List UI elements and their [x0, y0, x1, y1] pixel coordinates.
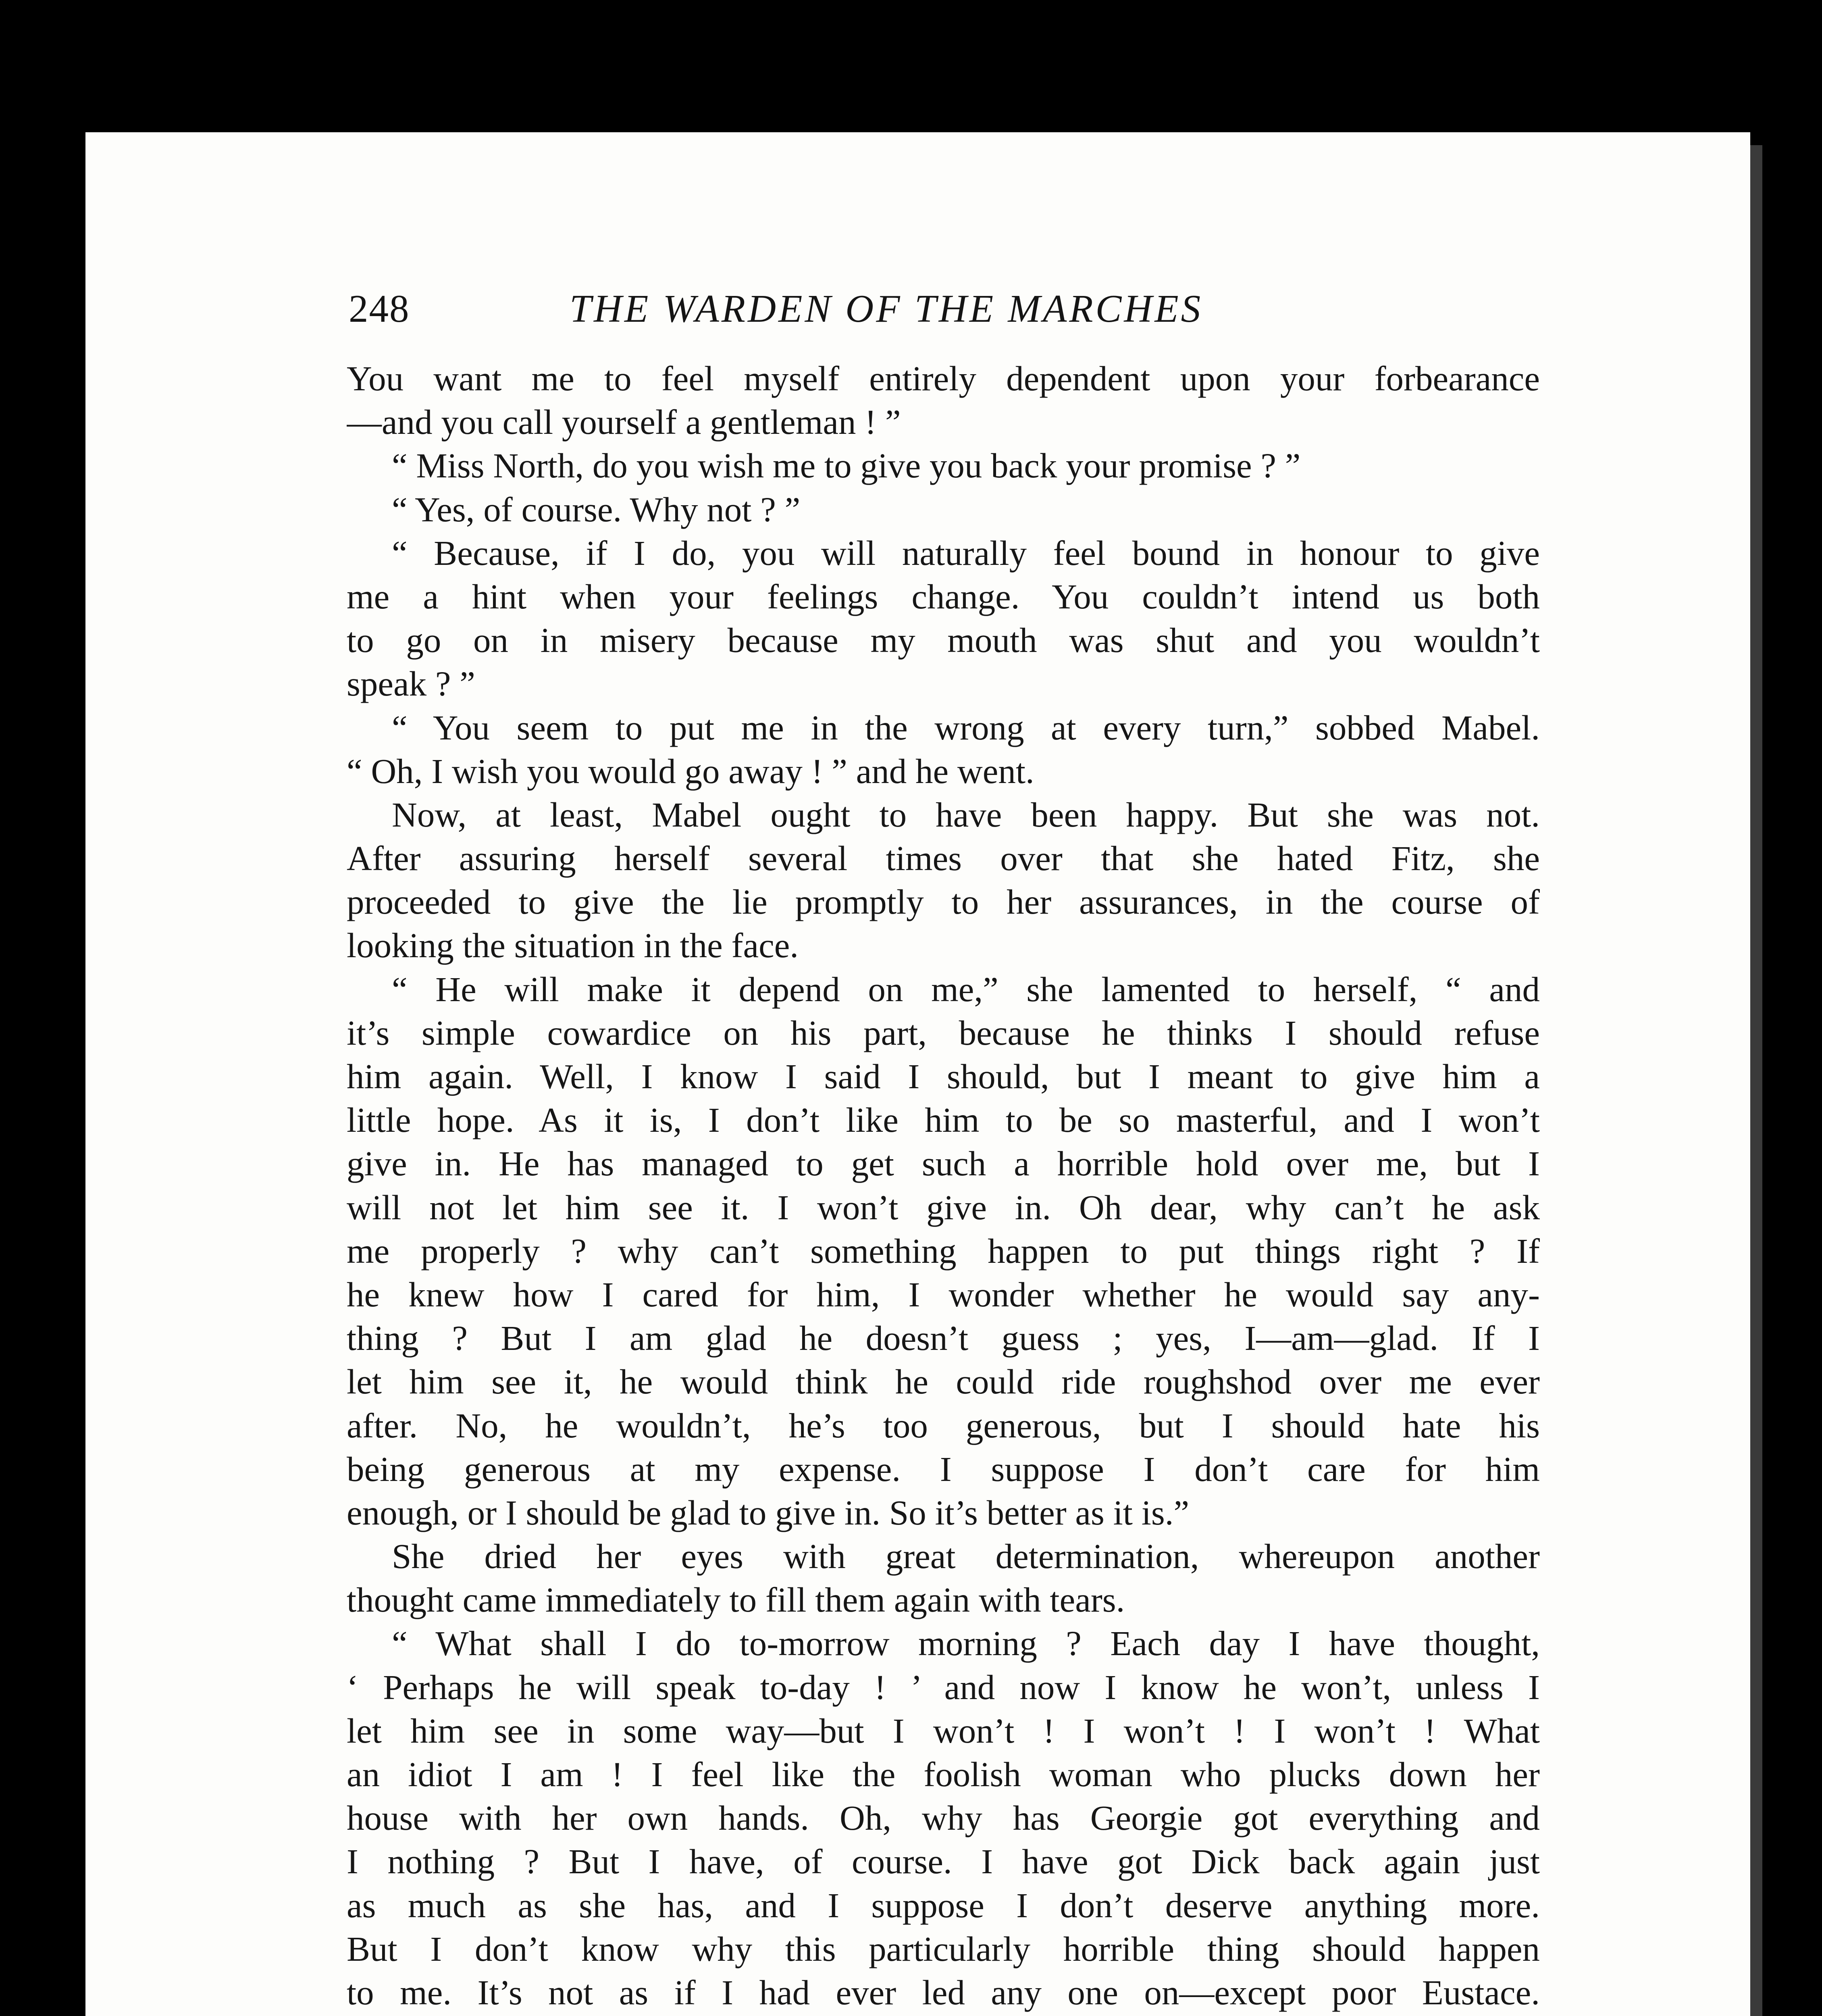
text-line: thought came immediately to fill them again with tears. [347, 1580, 1125, 1620]
running-head [349, 282, 1554, 343]
text-line: an idiot I am ! I feel like the foolish woman who plucks down her [347, 1755, 1540, 1794]
running-title: THE WARDEN OF THE MARCHES [570, 287, 1203, 330]
text-line: him again. Well, I know I said I should, but I meant to give him a [347, 1057, 1540, 1096]
text-line: he knew how I cared for him, I wonder whether he would say any- [347, 1275, 1540, 1314]
text-line: speak ? ” [347, 664, 475, 704]
text-line: being generous at my expense. I suppose I don’t care for him [347, 1449, 1540, 1489]
text-line: will not let him see it. I won’t give in. Oh dear, why can’t he ask [347, 1187, 1540, 1227]
text-line: She dried her eyes with great determination, whereupon another [392, 1537, 1540, 1576]
text-line: looking the situation in the face. [347, 926, 799, 965]
text-line: You want me to feel myself entirely dependent upon your forbearance [347, 359, 1540, 398]
text-line: “ Because, if I do, you will naturally feel bound in honour to give [392, 533, 1540, 573]
text-line: after. No, he wouldn’t, he’s too generous, but I should hate his [347, 1406, 1540, 1445]
text-line: “ What shall I do to-morrow morning ? Each day I have thought, [392, 1624, 1540, 1663]
text-line: let him see in some way—but I won’t ! I won’t ! I won’t ! What [347, 1711, 1540, 1750]
text-line: “ He will make it depend on me,” she lamented to herself, “ and [392, 969, 1540, 1009]
text-line: “ Oh, I wish you would go away ! ” and he went. [347, 751, 1034, 791]
text-line: let him see it, he would think he could ride roughshod over me ever [347, 1362, 1540, 1402]
text-line: I nothing ? But I have, of course. I have got Dick back again just [347, 1842, 1540, 1881]
text-line: “ You seem to put me in the wrong at every turn,” sobbed Mabel. [392, 708, 1540, 747]
text-line: little hope. As it is, I don’t like him to be so masterful, and I won’t [347, 1100, 1540, 1140]
text-line: house with her own hands. Oh, why has Georgie got everything and [347, 1798, 1540, 1838]
text-line: give in. He has managed to get such a horrible hold over me, but I [347, 1144, 1540, 1183]
text-line: ‘ Perhaps he will speak to-day ! ’ and now I know he won’t, unless I [347, 1667, 1540, 1707]
text-line: After assuring herself several times over that she hated Fitz, she [347, 839, 1540, 878]
page-number: 248 [349, 287, 410, 330]
text-line: “ Miss North, do you wish me to give you back your promise ? ” [392, 446, 1301, 485]
text-line: thing ? But I am glad he doesn’t guess ; yes, I—am—glad. If I [347, 1318, 1540, 1358]
text-line: enough, or I should be glad to give in. So it’s better as it is.” [347, 1493, 1190, 1532]
text-line [347, 2014, 1540, 2016]
text-line: to go on in misery because my mouth was shut and you wouldn’t [347, 621, 1540, 660]
text-line: me properly ? why can’t something happen to put things right ? If [347, 1231, 1540, 1270]
body-text [347, 357, 1540, 2016]
text-line: me a hint when your feelings change. You couldn’t intend us both [347, 577, 1540, 616]
text-line: to me. It’s not as if I had ever led any one on—except poor Eustace. [347, 1972, 1540, 2012]
page-edge-shadow [1750, 145, 1762, 2016]
text-line: it’s simple cowardice on his part, because he thinks I should refuse [347, 1013, 1540, 1052]
text-line: as much as she has, and I suppose I don’t deserve anything more. [347, 1885, 1540, 1925]
text-line: “ Yes, of course. Why not ? ” [392, 489, 801, 529]
text-line: —and you call yourself a gentleman ! ” [347, 402, 901, 442]
text-line: proceeded to give the lie promptly to her assurances, in the course of [347, 882, 1540, 922]
text-line: Now, at least, Mabel ought to have been happy. But she was not. [392, 795, 1540, 834]
text-line: But I don’t know why this particularly horrible thing should happen [347, 1929, 1540, 1968]
